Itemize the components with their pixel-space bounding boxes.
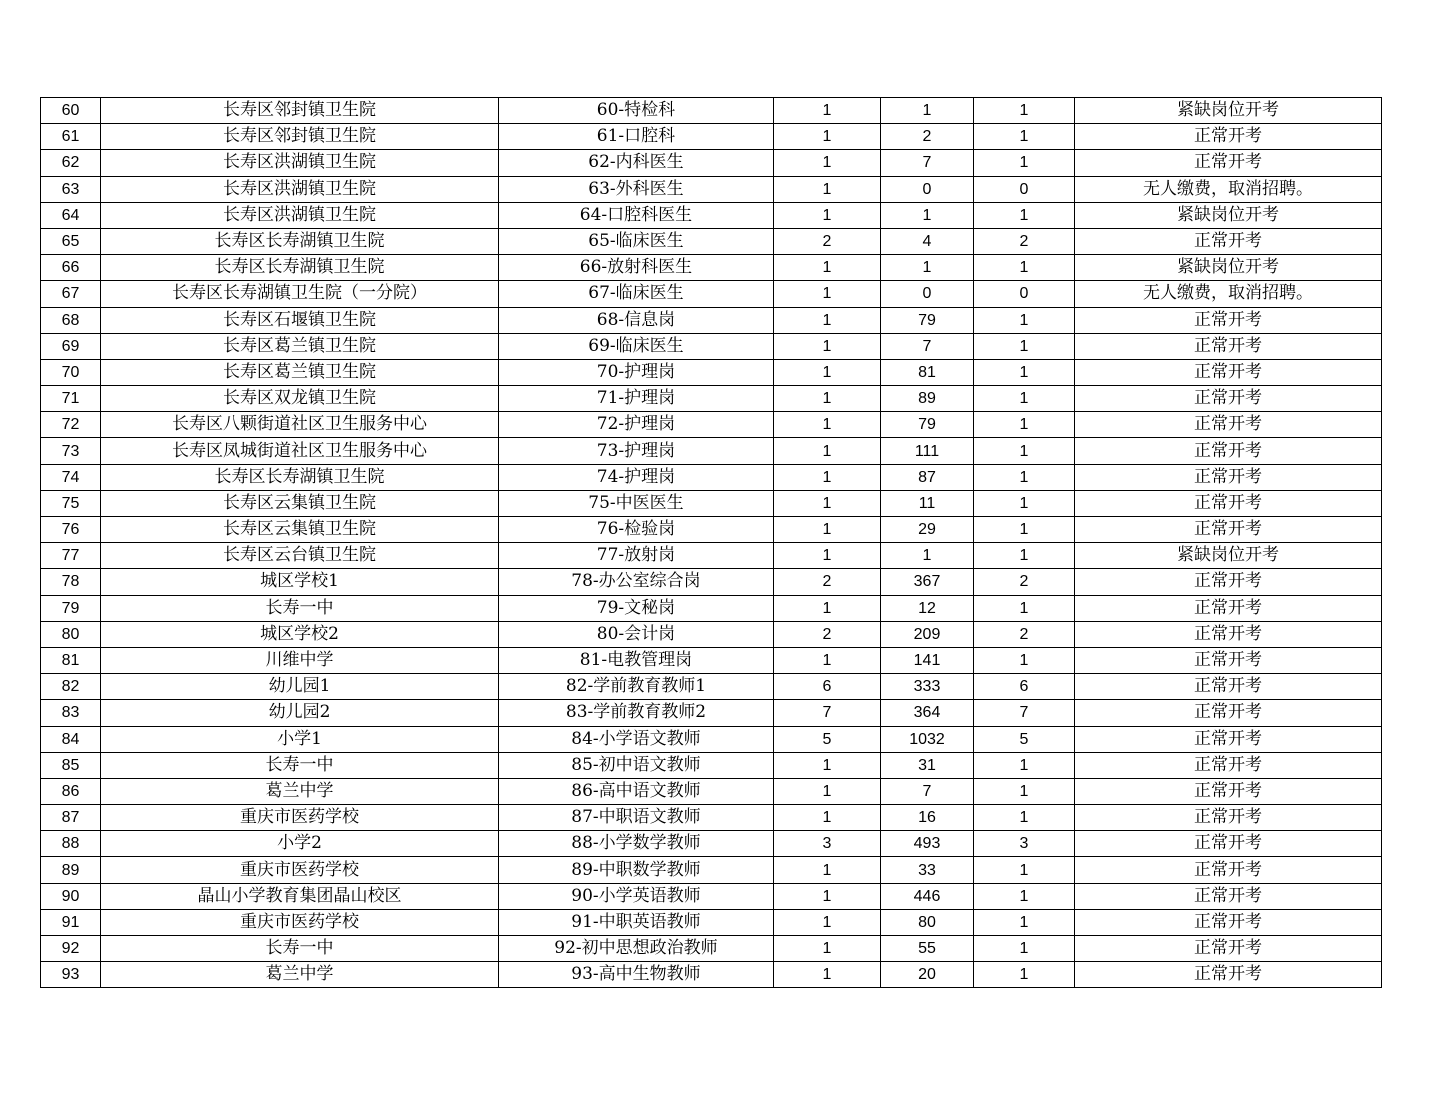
row-number-cell: 88 (41, 831, 101, 857)
table-row (41, 621, 1382, 647)
unit-cell: 城区学校1 (101, 569, 499, 595)
row-number-cell: 69 (41, 333, 101, 359)
unit-cell: 幼儿园2 (101, 700, 499, 726)
quota-cell: 1 (774, 778, 881, 804)
status-cell: 紧缺岗位开考 (1075, 543, 1382, 569)
unit-cell: 重庆市医药学校 (101, 909, 499, 935)
table-row (41, 857, 1382, 883)
final-quota-cell: 1 (974, 98, 1075, 124)
quota-cell: 1 (774, 962, 881, 988)
applicants-cell: 367 (881, 569, 974, 595)
table-row (41, 883, 1382, 909)
applicants-cell: 7 (881, 150, 974, 176)
applicants-cell: 81 (881, 359, 974, 385)
applicants-cell: 16 (881, 805, 974, 831)
final-quota-cell: 1 (974, 752, 1075, 778)
row-number-cell: 64 (41, 202, 101, 228)
status-cell: 正常开考 (1075, 150, 1382, 176)
applicants-cell: 1 (881, 543, 974, 569)
row-number-cell: 65 (41, 228, 101, 254)
table-row (41, 831, 1382, 857)
unit-cell: 长寿区长寿湖镇卫生院 (101, 464, 499, 490)
final-quota-cell: 7 (974, 700, 1075, 726)
quota-cell: 1 (774, 386, 881, 412)
post-cell: 71-护理岗 (499, 386, 774, 412)
table-row (41, 490, 1382, 516)
post-cell: 84-小学语文教师 (499, 726, 774, 752)
table-row (41, 543, 1382, 569)
status-cell: 正常开考 (1075, 883, 1382, 909)
unit-cell: 葛兰中学 (101, 778, 499, 804)
final-quota-cell: 1 (974, 778, 1075, 804)
final-quota-cell: 1 (974, 333, 1075, 359)
status-cell: 紧缺岗位开考 (1075, 202, 1382, 228)
table-row (41, 281, 1382, 307)
post-cell: 85-初中语文教师 (499, 752, 774, 778)
final-quota-cell: 2 (974, 228, 1075, 254)
quota-cell: 3 (774, 831, 881, 857)
post-cell: 91-中职英语教师 (499, 909, 774, 935)
post-cell: 66-放射科医生 (499, 255, 774, 281)
status-cell: 正常开考 (1075, 307, 1382, 333)
unit-cell: 城区学校2 (101, 621, 499, 647)
quota-cell: 1 (774, 752, 881, 778)
unit-cell: 长寿区洪湖镇卫生院 (101, 202, 499, 228)
quota-cell: 1 (774, 150, 881, 176)
applicants-cell: 493 (881, 831, 974, 857)
quota-cell: 1 (774, 857, 881, 883)
applicants-cell: 141 (881, 647, 974, 673)
applicants-cell: 7 (881, 333, 974, 359)
row-number-cell: 74 (41, 464, 101, 490)
status-cell: 正常开考 (1075, 778, 1382, 804)
quota-cell: 1 (774, 517, 881, 543)
applicants-cell: 111 (881, 438, 974, 464)
applicants-cell: 1 (881, 98, 974, 124)
applicants-cell: 209 (881, 621, 974, 647)
applicants-cell: 12 (881, 595, 974, 621)
final-quota-cell: 5 (974, 726, 1075, 752)
quota-cell: 2 (774, 228, 881, 254)
row-number-cell: 75 (41, 490, 101, 516)
row-number-cell: 87 (41, 805, 101, 831)
row-number-cell: 82 (41, 674, 101, 700)
post-cell: 73-护理岗 (499, 438, 774, 464)
table-row (41, 674, 1382, 700)
final-quota-cell: 1 (974, 412, 1075, 438)
applicants-cell: 364 (881, 700, 974, 726)
quota-cell: 1 (774, 543, 881, 569)
post-cell: 78-办公室综合岗 (499, 569, 774, 595)
unit-cell: 川维中学 (101, 647, 499, 673)
quota-cell: 7 (774, 700, 881, 726)
status-cell: 正常开考 (1075, 412, 1382, 438)
post-cell: 92-初中思想政治教师 (499, 936, 774, 962)
applicants-cell: 79 (881, 307, 974, 333)
final-quota-cell: 1 (974, 883, 1075, 909)
quota-cell: 1 (774, 98, 881, 124)
final-quota-cell: 1 (974, 438, 1075, 464)
status-cell: 无人缴费，取消招聘。 (1075, 176, 1382, 202)
quota-cell: 1 (774, 412, 881, 438)
final-quota-cell: 3 (974, 831, 1075, 857)
table-row (41, 255, 1382, 281)
table-row (41, 778, 1382, 804)
post-cell: 88-小学数学教师 (499, 831, 774, 857)
quota-cell: 1 (774, 307, 881, 333)
table-row (41, 150, 1382, 176)
quota-cell: 1 (774, 359, 881, 385)
unit-cell: 长寿区洪湖镇卫生院 (101, 150, 499, 176)
row-number-cell: 92 (41, 936, 101, 962)
final-quota-cell: 2 (974, 569, 1075, 595)
unit-cell: 长寿一中 (101, 752, 499, 778)
recruitment-table (40, 97, 1382, 988)
row-number-cell: 60 (41, 98, 101, 124)
applicants-cell: 4 (881, 228, 974, 254)
row-number-cell: 84 (41, 726, 101, 752)
final-quota-cell: 1 (974, 517, 1075, 543)
post-cell: 89-中职数学教师 (499, 857, 774, 883)
quota-cell: 1 (774, 936, 881, 962)
unit-cell: 晶山小学教育集团晶山校区 (101, 883, 499, 909)
post-cell: 67-临床医生 (499, 281, 774, 307)
final-quota-cell: 1 (974, 150, 1075, 176)
final-quota-cell: 1 (974, 936, 1075, 962)
row-number-cell: 76 (41, 517, 101, 543)
unit-cell: 长寿区长寿湖镇卫生院（一分院） (101, 281, 499, 307)
unit-cell: 长寿区石堰镇卫生院 (101, 307, 499, 333)
table-row (41, 333, 1382, 359)
row-number-cell: 89 (41, 857, 101, 883)
quota-cell: 1 (774, 438, 881, 464)
unit-cell: 小学2 (101, 831, 499, 857)
quota-cell: 1 (774, 647, 881, 673)
applicants-cell: 89 (881, 386, 974, 412)
row-number-cell: 77 (41, 543, 101, 569)
row-number-cell: 66 (41, 255, 101, 281)
table-row (41, 124, 1382, 150)
status-cell: 正常开考 (1075, 490, 1382, 516)
row-number-cell: 83 (41, 700, 101, 726)
quota-cell: 2 (774, 569, 881, 595)
post-cell: 83-学前教育教师2 (499, 700, 774, 726)
final-quota-cell: 1 (974, 359, 1075, 385)
unit-cell: 长寿区云集镇卫生院 (101, 490, 499, 516)
status-cell: 正常开考 (1075, 359, 1382, 385)
row-number-cell: 71 (41, 386, 101, 412)
status-cell: 正常开考 (1075, 228, 1382, 254)
unit-cell: 长寿区长寿湖镇卫生院 (101, 228, 499, 254)
final-quota-cell: 1 (974, 202, 1075, 228)
post-cell: 80-会计岗 (499, 621, 774, 647)
unit-cell: 小学1 (101, 726, 499, 752)
post-cell: 93-高中生物教师 (499, 962, 774, 988)
table-row (41, 909, 1382, 935)
table-row (41, 202, 1382, 228)
status-cell: 正常开考 (1075, 464, 1382, 490)
row-number-cell: 80 (41, 621, 101, 647)
applicants-cell: 20 (881, 962, 974, 988)
row-number-cell: 63 (41, 176, 101, 202)
post-cell: 64-口腔科医生 (499, 202, 774, 228)
table-row (41, 176, 1382, 202)
table-body (41, 98, 1382, 988)
post-cell: 86-高中语文教师 (499, 778, 774, 804)
row-number-cell: 68 (41, 307, 101, 333)
unit-cell: 长寿区邻封镇卫生院 (101, 124, 499, 150)
applicants-cell: 80 (881, 909, 974, 935)
unit-cell: 长寿区葛兰镇卫生院 (101, 359, 499, 385)
unit-cell: 长寿区凤城街道社区卫生服务中心 (101, 438, 499, 464)
unit-cell: 长寿区洪湖镇卫生院 (101, 176, 499, 202)
table-row (41, 936, 1382, 962)
post-cell: 81-电教管理岗 (499, 647, 774, 673)
unit-cell: 长寿一中 (101, 595, 499, 621)
final-quota-cell: 1 (974, 386, 1075, 412)
post-cell: 70-护理岗 (499, 359, 774, 385)
row-number-cell: 93 (41, 962, 101, 988)
quota-cell: 1 (774, 883, 881, 909)
unit-cell: 重庆市医药学校 (101, 805, 499, 831)
table-row (41, 805, 1382, 831)
final-quota-cell: 1 (974, 857, 1075, 883)
table-row (41, 307, 1382, 333)
final-quota-cell: 1 (974, 490, 1075, 516)
row-number-cell: 90 (41, 883, 101, 909)
quota-cell: 1 (774, 909, 881, 935)
post-cell: 76-检验岗 (499, 517, 774, 543)
unit-cell: 长寿区云台镇卫生院 (101, 543, 499, 569)
applicants-cell: 33 (881, 857, 974, 883)
quota-cell: 5 (774, 726, 881, 752)
final-quota-cell: 1 (974, 805, 1075, 831)
final-quota-cell: 1 (974, 647, 1075, 673)
quota-cell: 1 (774, 490, 881, 516)
row-number-cell: 67 (41, 281, 101, 307)
final-quota-cell: 1 (974, 543, 1075, 569)
applicants-cell: 11 (881, 490, 974, 516)
row-number-cell: 85 (41, 752, 101, 778)
status-cell: 紧缺岗位开考 (1075, 98, 1382, 124)
row-number-cell: 73 (41, 438, 101, 464)
unit-cell: 长寿区八颗街道社区卫生服务中心 (101, 412, 499, 438)
status-cell: 正常开考 (1075, 857, 1382, 883)
table-row (41, 569, 1382, 595)
unit-cell: 幼儿园1 (101, 674, 499, 700)
row-number-cell: 61 (41, 124, 101, 150)
status-cell: 正常开考 (1075, 700, 1382, 726)
table-row (41, 647, 1382, 673)
applicants-cell: 2 (881, 124, 974, 150)
table-row (41, 752, 1382, 778)
applicants-cell: 29 (881, 517, 974, 543)
post-cell: 60-特检科 (499, 98, 774, 124)
table-row (41, 438, 1382, 464)
unit-cell: 重庆市医药学校 (101, 857, 499, 883)
table-row (41, 595, 1382, 621)
post-cell: 77-放射岗 (499, 543, 774, 569)
quota-cell: 1 (774, 464, 881, 490)
applicants-cell: 55 (881, 936, 974, 962)
unit-cell: 长寿区云集镇卫生院 (101, 517, 499, 543)
status-cell: 正常开考 (1075, 333, 1382, 359)
applicants-cell: 333 (881, 674, 974, 700)
applicants-cell: 7 (881, 778, 974, 804)
status-cell: 正常开考 (1075, 438, 1382, 464)
final-quota-cell: 1 (974, 255, 1075, 281)
status-cell: 正常开考 (1075, 752, 1382, 778)
status-cell: 正常开考 (1075, 386, 1382, 412)
quota-cell: 1 (774, 595, 881, 621)
table-row (41, 412, 1382, 438)
status-cell: 无人缴费，取消招聘。 (1075, 281, 1382, 307)
post-cell: 63-外科医生 (499, 176, 774, 202)
unit-cell: 长寿一中 (101, 936, 499, 962)
row-number-cell: 62 (41, 150, 101, 176)
table-row (41, 700, 1382, 726)
final-quota-cell: 6 (974, 674, 1075, 700)
table-row (41, 464, 1382, 490)
post-cell: 87-中职语文教师 (499, 805, 774, 831)
final-quota-cell: 0 (974, 176, 1075, 202)
unit-cell: 长寿区长寿湖镇卫生院 (101, 255, 499, 281)
final-quota-cell: 2 (974, 621, 1075, 647)
table-row (41, 726, 1382, 752)
quota-cell: 1 (774, 333, 881, 359)
status-cell: 正常开考 (1075, 124, 1382, 150)
post-cell: 62-内科医生 (499, 150, 774, 176)
table-row (41, 228, 1382, 254)
table-row (41, 359, 1382, 385)
table-row (41, 98, 1382, 124)
final-quota-cell: 1 (974, 124, 1075, 150)
applicants-cell: 31 (881, 752, 974, 778)
unit-cell: 葛兰中学 (101, 962, 499, 988)
applicants-cell: 79 (881, 412, 974, 438)
quota-cell: 1 (774, 176, 881, 202)
final-quota-cell: 1 (974, 464, 1075, 490)
final-quota-cell: 1 (974, 962, 1075, 988)
status-cell: 正常开考 (1075, 805, 1382, 831)
post-cell: 72-护理岗 (499, 412, 774, 438)
row-number-cell: 81 (41, 647, 101, 673)
applicants-cell: 446 (881, 883, 974, 909)
table-row (41, 517, 1382, 543)
quota-cell: 2 (774, 621, 881, 647)
status-cell: 正常开考 (1075, 517, 1382, 543)
quota-cell: 1 (774, 805, 881, 831)
final-quota-cell: 1 (974, 307, 1075, 333)
status-cell: 正常开考 (1075, 621, 1382, 647)
status-cell: 正常开考 (1075, 647, 1382, 673)
post-cell: 61-口腔科 (499, 124, 774, 150)
status-cell: 正常开考 (1075, 674, 1382, 700)
table-row (41, 962, 1382, 988)
applicants-cell: 1 (881, 202, 974, 228)
row-number-cell: 70 (41, 359, 101, 385)
post-cell: 75-中医医生 (499, 490, 774, 516)
post-cell: 74-护理岗 (499, 464, 774, 490)
quota-cell: 6 (774, 674, 881, 700)
status-cell: 正常开考 (1075, 569, 1382, 595)
row-number-cell: 86 (41, 778, 101, 804)
quota-cell: 1 (774, 202, 881, 228)
unit-cell: 长寿区双龙镇卫生院 (101, 386, 499, 412)
row-number-cell: 79 (41, 595, 101, 621)
post-cell: 82-学前教育教师1 (499, 674, 774, 700)
quota-cell: 1 (774, 281, 881, 307)
applicants-cell: 0 (881, 176, 974, 202)
status-cell: 正常开考 (1075, 595, 1382, 621)
post-cell: 69-临床医生 (499, 333, 774, 359)
status-cell: 正常开考 (1075, 726, 1382, 752)
status-cell: 紧缺岗位开考 (1075, 255, 1382, 281)
status-cell: 正常开考 (1075, 831, 1382, 857)
final-quota-cell: 1 (974, 909, 1075, 935)
post-cell: 79-文秘岗 (499, 595, 774, 621)
status-cell: 正常开考 (1075, 962, 1382, 988)
status-cell: 正常开考 (1075, 936, 1382, 962)
applicants-cell: 0 (881, 281, 974, 307)
applicants-cell: 87 (881, 464, 974, 490)
quota-cell: 1 (774, 124, 881, 150)
status-cell: 正常开考 (1075, 909, 1382, 935)
final-quota-cell: 1 (974, 595, 1075, 621)
applicants-cell: 1 (881, 255, 974, 281)
row-number-cell: 91 (41, 909, 101, 935)
applicants-cell: 1032 (881, 726, 974, 752)
post-cell: 68-信息岗 (499, 307, 774, 333)
unit-cell: 长寿区邻封镇卫生院 (101, 98, 499, 124)
post-cell: 65-临床医生 (499, 228, 774, 254)
unit-cell: 长寿区葛兰镇卫生院 (101, 333, 499, 359)
quota-cell: 1 (774, 255, 881, 281)
row-number-cell: 78 (41, 569, 101, 595)
post-cell: 90-小学英语教师 (499, 883, 774, 909)
row-number-cell: 72 (41, 412, 101, 438)
table-row (41, 386, 1382, 412)
final-quota-cell: 0 (974, 281, 1075, 307)
